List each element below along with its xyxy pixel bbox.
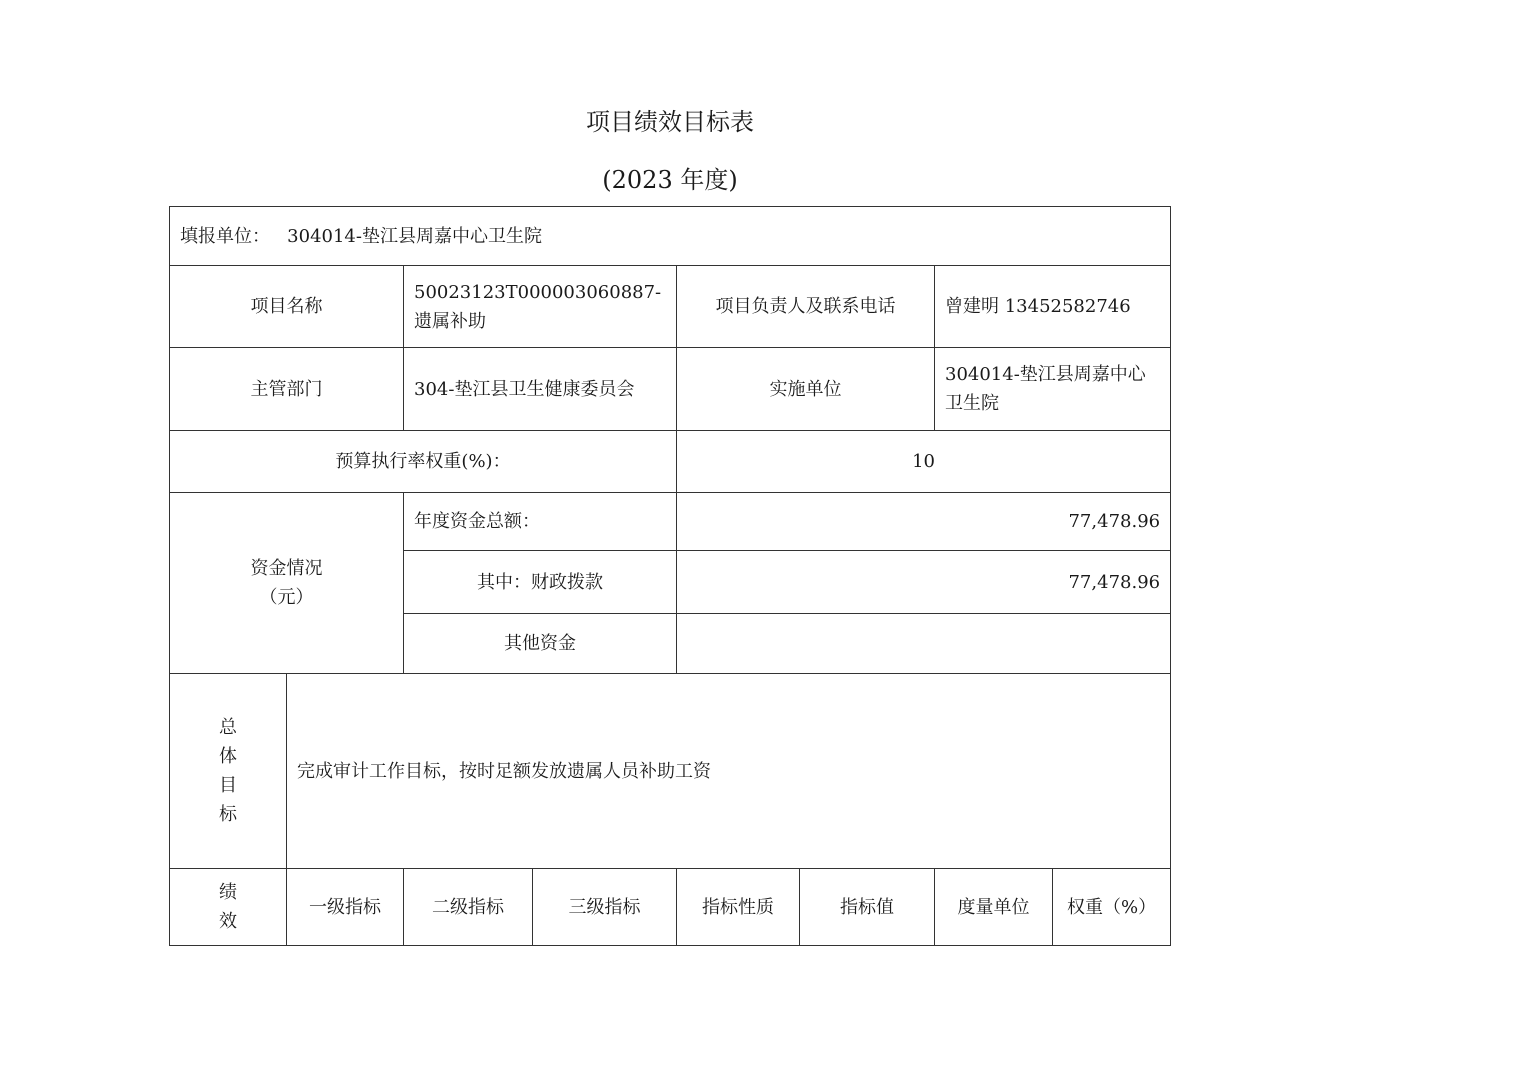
page-title: 项目绩效目标表 bbox=[586, 108, 754, 136]
header-level1: 一级指标 bbox=[287, 869, 404, 946]
project-name-value: 50023123T000003060887-遗属补助 bbox=[404, 266, 677, 348]
department-label: 主管部门 bbox=[170, 348, 404, 431]
department-value: 304-垫江县卫生健康委员会 bbox=[404, 348, 677, 431]
header-unit: 度量单位 bbox=[935, 869, 1053, 946]
implementer-label: 实施单位 bbox=[677, 348, 935, 431]
project-name-label: 项目名称 bbox=[170, 266, 404, 348]
budget-weight-label: 预算执行率权重(%)： bbox=[170, 431, 677, 493]
header-weight: 权重（%） bbox=[1053, 869, 1171, 946]
funds-other-label: 其他资金 bbox=[404, 614, 677, 674]
funds-fiscal-value: 77,478.96 bbox=[677, 551, 1171, 614]
header-nature: 指标性质 bbox=[677, 869, 800, 946]
implementer-value: 304014-垫江县周嘉中心卫生院 bbox=[935, 348, 1171, 431]
header-value: 指标值 bbox=[800, 869, 935, 946]
fill-unit-row bbox=[170, 207, 1171, 266]
overall-goal-label: 总 体 目 标 bbox=[170, 674, 287, 869]
funds-fiscal-label: 其中：财政拨款 bbox=[404, 551, 677, 614]
project-leader-label: 项目负责人及联系电话 bbox=[677, 266, 935, 348]
funds-label-line2: （元） bbox=[259, 587, 314, 608]
funds-label bbox=[170, 493, 404, 674]
funds-other-value bbox=[677, 614, 1171, 674]
page-subtitle: (2023 年度) bbox=[602, 166, 738, 194]
performance-label: 绩 效 bbox=[170, 869, 287, 946]
fill-unit-value: 304014-垫江县周嘉中心卫生院 bbox=[287, 225, 542, 247]
project-leader-value: 曾建明 13452582746 bbox=[935, 266, 1171, 348]
funds-label-line1: 资金情况 bbox=[250, 558, 323, 579]
funds-total-value: 77,478.96 bbox=[677, 493, 1171, 551]
fill-unit-label: 填报单位： bbox=[180, 225, 270, 247]
header-level3: 三级指标 bbox=[533, 869, 677, 946]
funds-total-label: 年度资金总额： bbox=[404, 493, 677, 551]
overall-goal-value: 完成审计工作目标，按时足额发放遗属人员补助工资 bbox=[287, 674, 1171, 869]
performance-table bbox=[169, 206, 1171, 946]
header-level2: 二级指标 bbox=[404, 869, 533, 946]
budget-weight-value: 10 bbox=[677, 431, 1171, 493]
